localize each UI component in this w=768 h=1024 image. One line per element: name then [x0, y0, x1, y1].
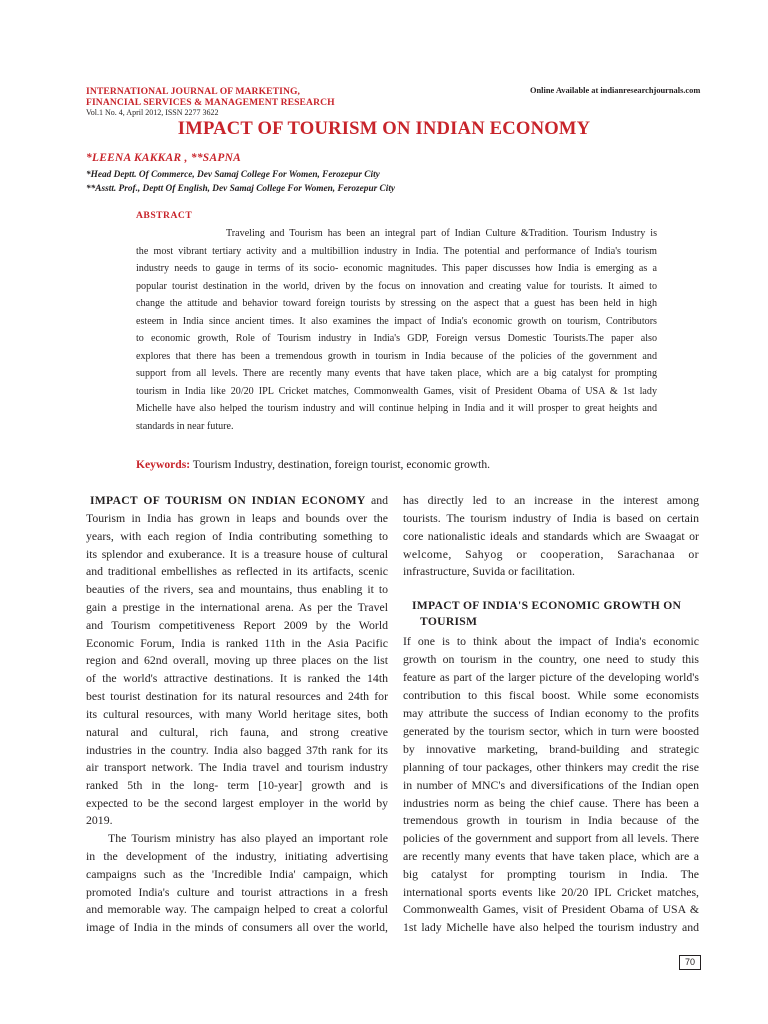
affiliation-1: *Head Deptt. Of Commerce, Dev Samaj College For Women, Ferozepur City [86, 170, 380, 180]
body-text: and [365, 493, 388, 507]
body-line: policies of the government and support from all levels. There [403, 831, 699, 845]
body-line: beauties of the rivers, sea and mountains, thus enabling it to [86, 582, 388, 596]
abstract-line: change the attitude and behavior toward foreign tourists by stressing on the aspect that a guest has been held in high [136, 298, 657, 309]
abstract-line: industry needs to gauge in terms of its socio- economic magnitudes. This paper discusses how India is emerging as a [136, 263, 657, 274]
body-line: Tourism in India has grown in leaps and bounds over the [86, 511, 388, 525]
body-line: has directly led to an increase in the interest among [403, 493, 699, 507]
body-line: best tourist destination for its natural resources and 24th for [86, 689, 388, 703]
body-line: The Tourism ministry has also played an important role [108, 831, 388, 845]
body-line: core nationalistic ideals and standards which are Swaagat or [403, 529, 699, 543]
abstract-heading: ABSTRACT [136, 210, 193, 221]
authors: *LEENA KAKKAR , **SAPNA [86, 152, 242, 164]
abstract-line: to economic growth, Role of Tourism industry in India's GDP, Foreign versus Domestic Tourists.The paper also [136, 333, 657, 344]
body-line: industries norm as being the chief cause. There has been a [403, 796, 699, 810]
volume-info: Vol.1 No. 4, April 2012, ISSN 2277 3622 [86, 108, 219, 117]
body-line: and traditional embellishes as reflected in its artifacts, scenic [86, 564, 388, 578]
abstract-line: support from all levels. There are recently many events that have taken place, which are a big catalyst for prompting [136, 368, 657, 379]
abstract-line: Michelle have also helped the tourism industry and will continue helping in India and it will prosper to great heights and [136, 403, 657, 414]
body-line: tremendous growth in tourism in India because of the [403, 813, 699, 827]
body-line: by innovative marketing, brand-building and strategic [403, 742, 699, 756]
body-line: Economic Forum, India is ranked 11th in the Asia Pacific [86, 636, 388, 650]
body-line: its splendor and exuberance. It is a treasure house of cultural [86, 547, 388, 561]
affiliation-2: **Asstt. Prof., Deptt Of English, Dev Samaj College For Women, Ferozepur City [86, 184, 396, 194]
section-heading: IMPACT OF TOURISM ON INDIAN ECONOMY [90, 494, 366, 507]
body-line: natural and cultural, rich fauna, and strong creative [86, 725, 388, 739]
section-heading: TOURISM [420, 615, 478, 628]
keywords-label: Keywords: [136, 458, 191, 471]
abstract-line: standards in near future. [136, 420, 234, 432]
body-line: Commonwealth Games, visit of President Obama of USA & [403, 902, 699, 916]
body-line: If one is to think about the impact of India's economic [403, 634, 699, 648]
body-line: gain a prestige in the international arena. As per the Travel [86, 600, 388, 614]
body-line: region and 62nd overall, moving up three places on the list [86, 653, 388, 667]
body-line: generated by the tourism sector, which in turn were boosted [403, 724, 699, 738]
body-line: growth on tourism in the country, one need to study this [403, 652, 699, 666]
abstract-line: the most vibrant tertiary activity and a multibillion industry in India. The potential and performance of India's tourism [136, 245, 657, 257]
abstract-line: popular tourist destination in the world, driven by the focus on innovation and creating value for tourists. It aimed to [136, 280, 657, 292]
body-line: of the world's attractive destinations. It is ranked the 14th [86, 671, 388, 685]
body-line: big catalyst for prompting tourism in India. The [403, 867, 699, 881]
body-line: 2019. [86, 813, 113, 827]
body-line: and memorable way. The campaign helped to creat a colorful [86, 902, 388, 916]
body-line: are recently many events that have taken place, which are a [403, 849, 699, 863]
body-line: years, with each region of India contributing something to [86, 529, 388, 543]
keywords-text: Tourism Industry, destination, foreign tourist, economic growth. [190, 458, 491, 471]
body-line: feature as part of the larger picture of the developing world's [403, 670, 699, 684]
journal-name-line2: FINANCIAL SERVICES & MANAGEMENT RESEARCH [86, 97, 335, 108]
section-heading: IMPACT OF INDIA'S ECONOMIC GROWTH ON [412, 599, 682, 612]
body-line: international sports events like 20/20 IPL Cricket matches, [403, 885, 699, 899]
body-line: expected to be the second largest employer in the world by [86, 796, 388, 810]
page-number: 70 [679, 955, 701, 970]
body-line: in the development of the industry, initiating advertising [86, 849, 388, 863]
abstract-line: esteem in India since ancient times. It also examines the impact of India's economic growth on tourism, Contributors [136, 315, 657, 327]
abstract-line: tourism in India like 20/20 IPL Cricket matches, Commonwealth Games, visit of President Obama of USA & 1st lady [136, 385, 657, 397]
body-line: in number of MNC's and diversifications of the Indian open [403, 778, 699, 792]
keywords [136, 458, 490, 471]
body-line: planning of tour packages, other thinkers may credit the rise [403, 760, 699, 774]
body-line: contribution to this fiscal boost. While some economists [403, 688, 699, 702]
paper-title: IMPACT OF TOURISM ON INDIAN ECONOMY [177, 118, 591, 139]
section-heading-line [90, 492, 388, 509]
abstract-line: Traveling and Tourism has been an integral part of Indian Culture &Tradition. Tourism Industry is [226, 228, 657, 239]
body-line: industries in the country. India also bagged 37th rank for its [86, 743, 388, 757]
body-line: image of India in the minds of consumers all over the world, [86, 920, 388, 934]
body-line: ranked 5th in the long- term [10-year] growth and is [86, 778, 388, 792]
body-line: air transport network. The India travel and tourism industry [86, 760, 388, 774]
body-line: campaigns such as the 'Incredible India' campaign, which [86, 867, 388, 881]
body-line: welcome, Sahyog or cooperation, Sarachanaa or [403, 547, 699, 561]
body-line: promoted India's culture and tourist attractions in a fresh [86, 885, 388, 899]
body-line: 1st lady Michelle have also helped the tourism industry and [403, 920, 699, 934]
body-line: and Tourism competitiveness Report 2009 by the World [86, 618, 388, 632]
body-line: may attribute the success of Indian economy to the profits [403, 706, 699, 720]
journal-name-line1: INTERNATIONAL JOURNAL OF MARKETING, [86, 86, 301, 97]
body-line: tourists. The tourism industry of India is based on certain [403, 511, 699, 525]
online-availability: Online Available at indianresearchjournals.com [530, 86, 701, 95]
body-line: its cultural resources, with many World heritage sites, both [86, 707, 388, 721]
body-line: infrastructure, Suvida or facilitation. [403, 564, 575, 578]
abstract-line: explores that there has been a tremendous growth in tourism in India because of the policies of the government and [136, 350, 657, 362]
